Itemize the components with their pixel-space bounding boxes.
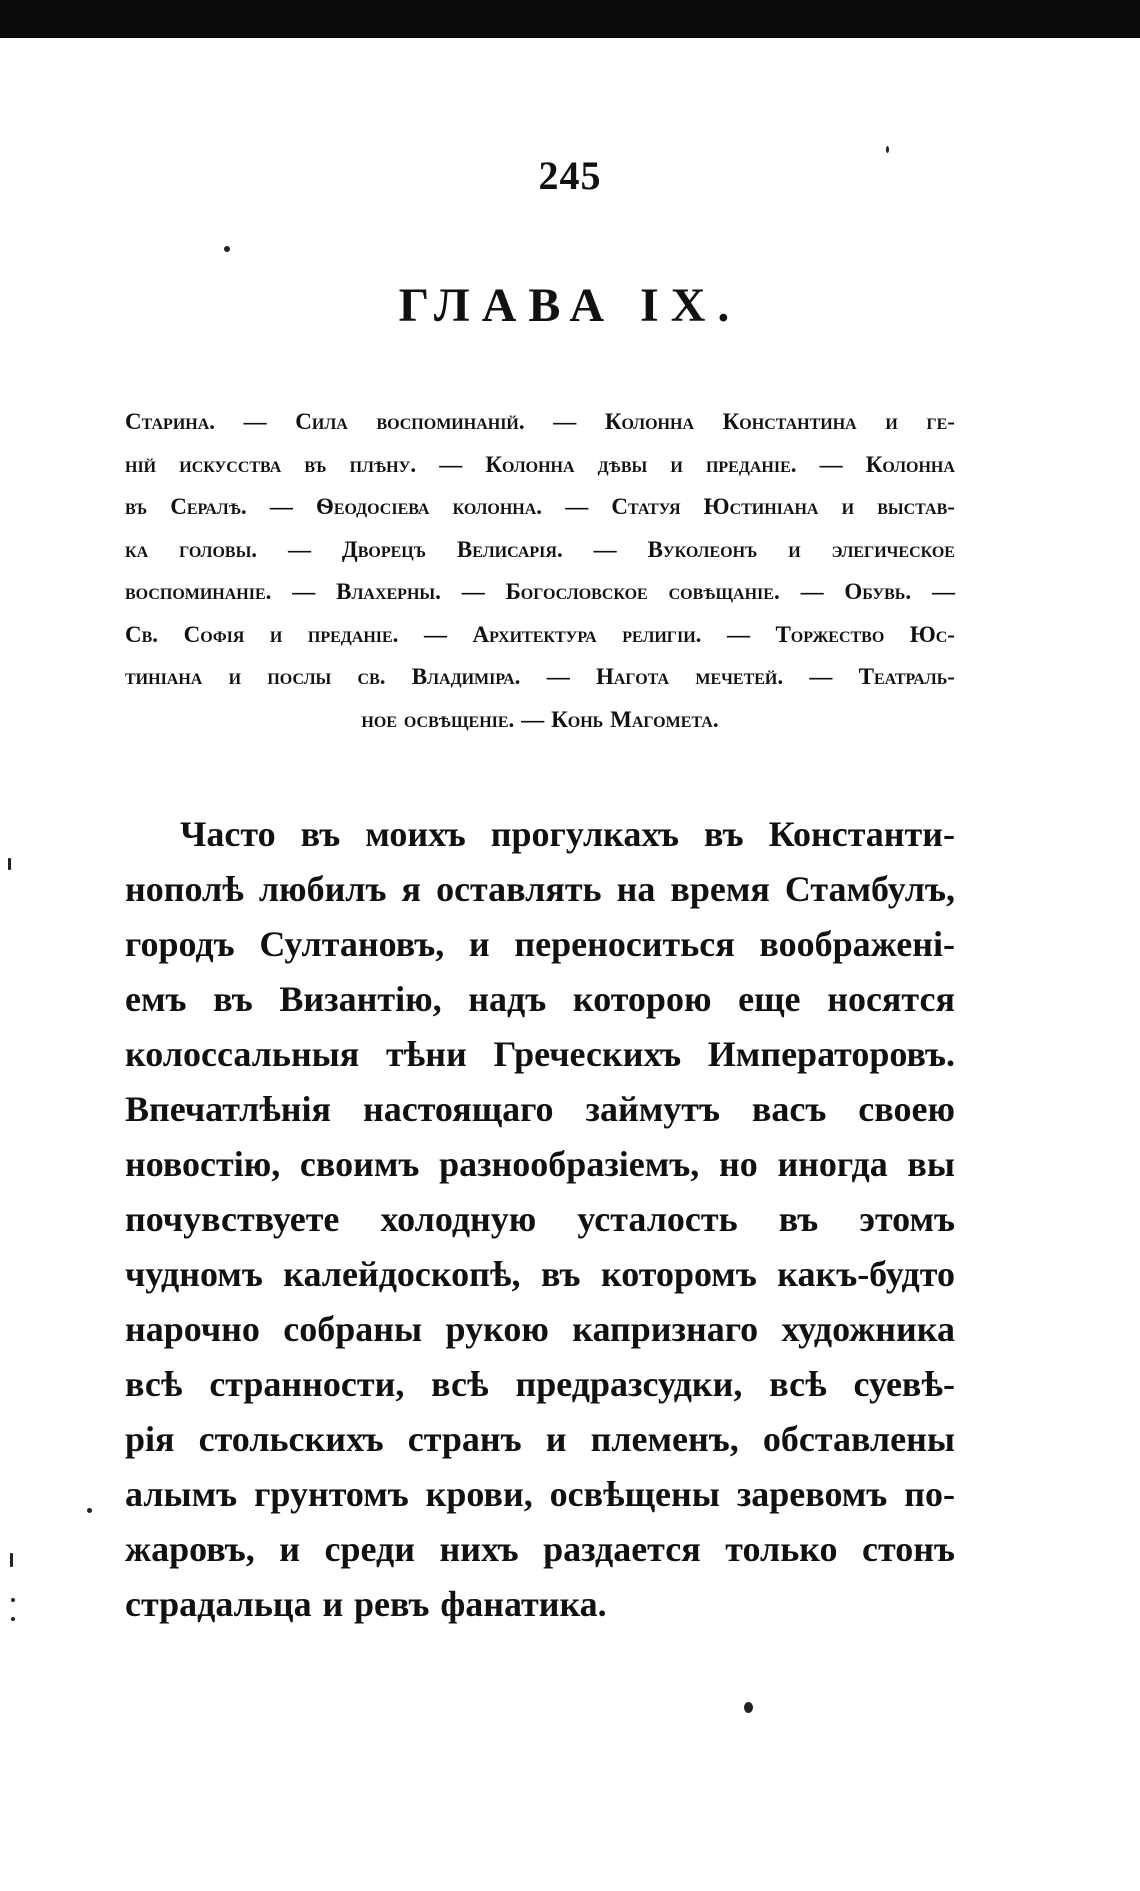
text-word: грунтомъ bbox=[254, 1474, 409, 1514]
summary-word: ное bbox=[361, 706, 397, 732]
text-word: носятся bbox=[827, 979, 955, 1019]
text-word: новостію, bbox=[125, 1144, 281, 1184]
summary-word: преданіе. bbox=[307, 621, 399, 647]
summary-word: — bbox=[565, 494, 589, 519]
text-word: тѣни bbox=[386, 1034, 467, 1074]
text-word: только bbox=[725, 1529, 838, 1569]
text-word: племенъ, bbox=[590, 1419, 739, 1459]
text-word: почувствуете bbox=[125, 1199, 340, 1239]
text-word: городъ bbox=[125, 924, 235, 964]
scan-speck bbox=[886, 146, 889, 153]
summary-line bbox=[125, 656, 955, 699]
summary-word: Константина bbox=[722, 409, 857, 434]
text-word: калейдоскопѣ, bbox=[283, 1254, 521, 1294]
summary-word: и bbox=[228, 664, 242, 689]
text-word: чудномъ bbox=[125, 1254, 263, 1294]
summary-word: Велисарія. bbox=[456, 536, 563, 562]
summary-word: Св. bbox=[125, 621, 159, 647]
summary-word: преданіе. bbox=[705, 451, 797, 477]
summary-word: Сила bbox=[295, 409, 348, 434]
text-word: жаровъ, bbox=[125, 1529, 255, 1569]
scan-top-border bbox=[0, 0, 1140, 38]
text-word: своею bbox=[858, 1089, 955, 1129]
text-line bbox=[125, 1082, 955, 1137]
summary-word: Дворецъ bbox=[341, 536, 426, 562]
summary-line bbox=[125, 529, 955, 572]
text-word: стонъ bbox=[862, 1529, 955, 1569]
text-word: оставлять bbox=[436, 869, 602, 909]
summary-word: религіи. bbox=[622, 621, 702, 647]
text-word: всѣ bbox=[125, 1364, 183, 1404]
text-word: емъ bbox=[125, 979, 187, 1019]
text-word: въ bbox=[778, 1199, 819, 1239]
text-word: всѣ bbox=[769, 1364, 827, 1404]
text-word: заревомъ bbox=[736, 1474, 888, 1514]
summary-word: Колонна bbox=[865, 451, 955, 477]
summary-word: Вуколеонъ bbox=[647, 536, 758, 562]
summary-word: и bbox=[788, 536, 801, 562]
text-word: васъ bbox=[751, 1089, 827, 1129]
summary-word: — bbox=[726, 621, 750, 647]
text-word: Часто bbox=[180, 814, 276, 854]
summary-word: головы. bbox=[179, 536, 258, 562]
body-paragraph bbox=[125, 807, 955, 1632]
text-word: страдальца bbox=[125, 1584, 312, 1624]
text-word: по- bbox=[904, 1474, 955, 1514]
summary-word: и bbox=[885, 409, 898, 434]
summary-word: — bbox=[800, 579, 824, 604]
text-word: которомъ bbox=[600, 1254, 757, 1294]
summary-word: искусства bbox=[179, 451, 282, 477]
text-word: надъ bbox=[468, 979, 547, 1019]
summary-word: — bbox=[809, 664, 833, 689]
text-word: холодную bbox=[380, 1199, 537, 1239]
summary-line bbox=[125, 444, 955, 487]
scan-speck bbox=[11, 1598, 15, 1602]
summary-word: Нагота bbox=[595, 664, 670, 689]
summary-word: воспоминаній. bbox=[376, 409, 525, 434]
chapter-summary bbox=[125, 401, 955, 741]
text-word: настоящаго bbox=[362, 1089, 554, 1129]
text-word: собраны bbox=[283, 1309, 423, 1349]
scan-speck bbox=[87, 1508, 92, 1513]
summary-word: Магомета. bbox=[610, 706, 719, 732]
text-line bbox=[125, 862, 955, 917]
text-word: крови, bbox=[425, 1474, 533, 1514]
text-word: и bbox=[468, 924, 490, 964]
summary-word: — bbox=[593, 536, 617, 562]
summary-word: Архитектура bbox=[472, 621, 597, 647]
text-line bbox=[125, 1467, 955, 1522]
text-word: любилъ bbox=[258, 869, 387, 909]
text-word: этомъ bbox=[859, 1199, 955, 1239]
text-word: среди bbox=[324, 1529, 416, 1569]
text-word: нополѣ bbox=[125, 869, 244, 909]
text-word: разнообразіемъ, bbox=[439, 1144, 700, 1184]
text-word: еще bbox=[738, 979, 801, 1019]
summary-word: колонна. bbox=[452, 494, 543, 519]
text-word: какъ-будто bbox=[777, 1254, 955, 1294]
text-word: и bbox=[322, 1584, 344, 1624]
text-line bbox=[125, 1412, 955, 1467]
summary-word: Владиміра. bbox=[411, 664, 521, 689]
text-word: суевѣ- bbox=[853, 1364, 955, 1404]
scan-speck bbox=[224, 246, 230, 252]
summary-word: Театраль- bbox=[858, 664, 955, 689]
text-word: Императоровъ. bbox=[707, 1034, 955, 1074]
text-word: освѣщены bbox=[549, 1474, 720, 1514]
text-word: капризнаго bbox=[572, 1309, 759, 1349]
summary-word: въ bbox=[304, 451, 327, 477]
text-line bbox=[125, 1357, 955, 1412]
text-word: въ bbox=[300, 814, 341, 854]
summary-word: Старина. bbox=[125, 409, 216, 434]
text-word: художника bbox=[781, 1309, 955, 1349]
summary-word: Юстиніана bbox=[703, 494, 819, 519]
summary-word: — bbox=[292, 579, 316, 604]
summary-word: тиніана bbox=[125, 664, 203, 689]
text-word: алымъ bbox=[125, 1474, 238, 1514]
text-word: Константи- bbox=[768, 814, 955, 854]
text-word: странности, bbox=[209, 1364, 405, 1404]
scan-speck bbox=[11, 1617, 15, 1621]
summary-word: элегическое bbox=[831, 536, 955, 562]
summary-word: ка bbox=[125, 536, 149, 562]
summary-line bbox=[125, 401, 955, 444]
text-word: рукою bbox=[445, 1309, 549, 1349]
chapter-title: ГЛАВА IX. bbox=[398, 279, 742, 332]
summary-word: — bbox=[269, 494, 293, 519]
text-word: всѣ bbox=[431, 1364, 489, 1404]
summary-word: плѣну. bbox=[349, 451, 417, 477]
summary-word: — bbox=[521, 706, 545, 732]
text-line bbox=[125, 1027, 955, 1082]
text-word: но bbox=[718, 1144, 758, 1184]
summary-word: св. bbox=[357, 664, 386, 689]
summary-word: — bbox=[423, 621, 447, 647]
text-word: въ bbox=[704, 814, 744, 854]
summary-word: — bbox=[553, 409, 577, 434]
text-word: Стамбулъ, bbox=[784, 869, 955, 909]
text-word: переноситься bbox=[514, 924, 735, 964]
summary-word: въ bbox=[125, 494, 148, 519]
summary-word: — bbox=[461, 579, 485, 604]
summary-word: — bbox=[439, 451, 463, 477]
text-word: нарочно bbox=[125, 1309, 260, 1349]
text-word: моихъ bbox=[365, 814, 466, 854]
summary-word: Статуя bbox=[611, 494, 681, 519]
summary-word: дѣвы bbox=[597, 451, 648, 477]
summary-word: и bbox=[269, 621, 283, 647]
page-number: 245 bbox=[538, 153, 602, 198]
text-word: рія bbox=[125, 1419, 175, 1459]
summary-line bbox=[125, 614, 955, 657]
text-word: обставлены bbox=[762, 1419, 955, 1459]
text-word: и bbox=[279, 1529, 301, 1569]
text-word: Впечатлѣнія bbox=[125, 1089, 332, 1129]
summary-word: Торжество bbox=[775, 621, 885, 647]
text-word: которою bbox=[572, 979, 712, 1019]
summary-word: Богословское bbox=[505, 579, 648, 604]
text-word: я bbox=[401, 869, 422, 909]
text-word: иногда bbox=[777, 1144, 888, 1184]
text-word: Византію, bbox=[279, 979, 442, 1019]
summary-word: ге- bbox=[926, 409, 955, 434]
summary-word: ній bbox=[125, 451, 157, 477]
text-line bbox=[125, 1302, 955, 1357]
text-line bbox=[125, 1192, 955, 1247]
scan-speck bbox=[744, 1702, 753, 1713]
summary-word: мечетей. bbox=[695, 664, 784, 689]
text-line bbox=[125, 807, 955, 862]
text-word: прогулкахъ bbox=[490, 814, 679, 854]
summary-word: Сералѣ. bbox=[170, 494, 247, 519]
text-line bbox=[125, 1522, 955, 1577]
text-word: и bbox=[545, 1419, 567, 1459]
summary-word: послы bbox=[267, 664, 332, 689]
text-line bbox=[125, 1577, 955, 1632]
text-line bbox=[125, 972, 955, 1027]
summary-line bbox=[125, 571, 955, 614]
text-word: Султановъ, bbox=[259, 924, 445, 964]
summary-word: — bbox=[546, 664, 570, 689]
summary-line bbox=[125, 486, 955, 529]
text-word: стольскихъ bbox=[198, 1419, 384, 1459]
scan-speck bbox=[8, 858, 11, 870]
text-word: въ bbox=[540, 1254, 581, 1294]
summary-word: и bbox=[670, 451, 683, 477]
summary-word: — bbox=[931, 579, 955, 604]
text-word: вы bbox=[907, 1144, 955, 1184]
summary-word: совѣщаніе. bbox=[668, 579, 780, 604]
summary-word: и bbox=[841, 494, 855, 519]
summary-word: Софія bbox=[183, 621, 245, 647]
text-word: на bbox=[616, 869, 656, 909]
text-word: фанатика. bbox=[440, 1584, 607, 1624]
summary-word: Ѳеодосіева bbox=[315, 494, 430, 519]
text-word: странъ bbox=[407, 1419, 522, 1459]
summary-word: — bbox=[243, 409, 267, 434]
summary-word: выстав- bbox=[877, 494, 955, 519]
text-word: предразсудки, bbox=[515, 1364, 743, 1404]
text-word: нихъ bbox=[439, 1529, 519, 1569]
text-line bbox=[125, 917, 955, 972]
summary-word: Колонна bbox=[485, 451, 575, 477]
text-word: колоссальныя bbox=[125, 1034, 360, 1074]
text-word: ревъ bbox=[353, 1584, 430, 1624]
summary-word: — bbox=[287, 536, 311, 562]
text-line bbox=[125, 1137, 955, 1192]
summary-word: Влахерны. bbox=[336, 579, 441, 604]
summary-word: Обувь. bbox=[844, 579, 912, 604]
summary-word: Юс- bbox=[909, 621, 955, 647]
text-word: воображені- bbox=[759, 924, 955, 964]
text-word: время bbox=[670, 869, 770, 909]
summary-word: освѣщеніе. bbox=[403, 706, 515, 732]
text-word: въ bbox=[213, 979, 253, 1019]
text-word: займутъ bbox=[585, 1089, 720, 1129]
text-line bbox=[125, 1247, 955, 1302]
scan-speck bbox=[10, 1553, 13, 1567]
text-word: усталость bbox=[577, 1199, 738, 1239]
summary-word: Конь bbox=[551, 706, 604, 732]
text-word: раздается bbox=[543, 1529, 701, 1569]
text-word: своимъ bbox=[299, 1144, 420, 1184]
text-word: Греческихъ bbox=[493, 1034, 682, 1074]
summary-word: воспоминаніе. bbox=[125, 579, 272, 604]
summary-word: — bbox=[819, 451, 843, 477]
summary-line bbox=[125, 699, 955, 742]
summary-word: Колонна bbox=[604, 409, 694, 434]
